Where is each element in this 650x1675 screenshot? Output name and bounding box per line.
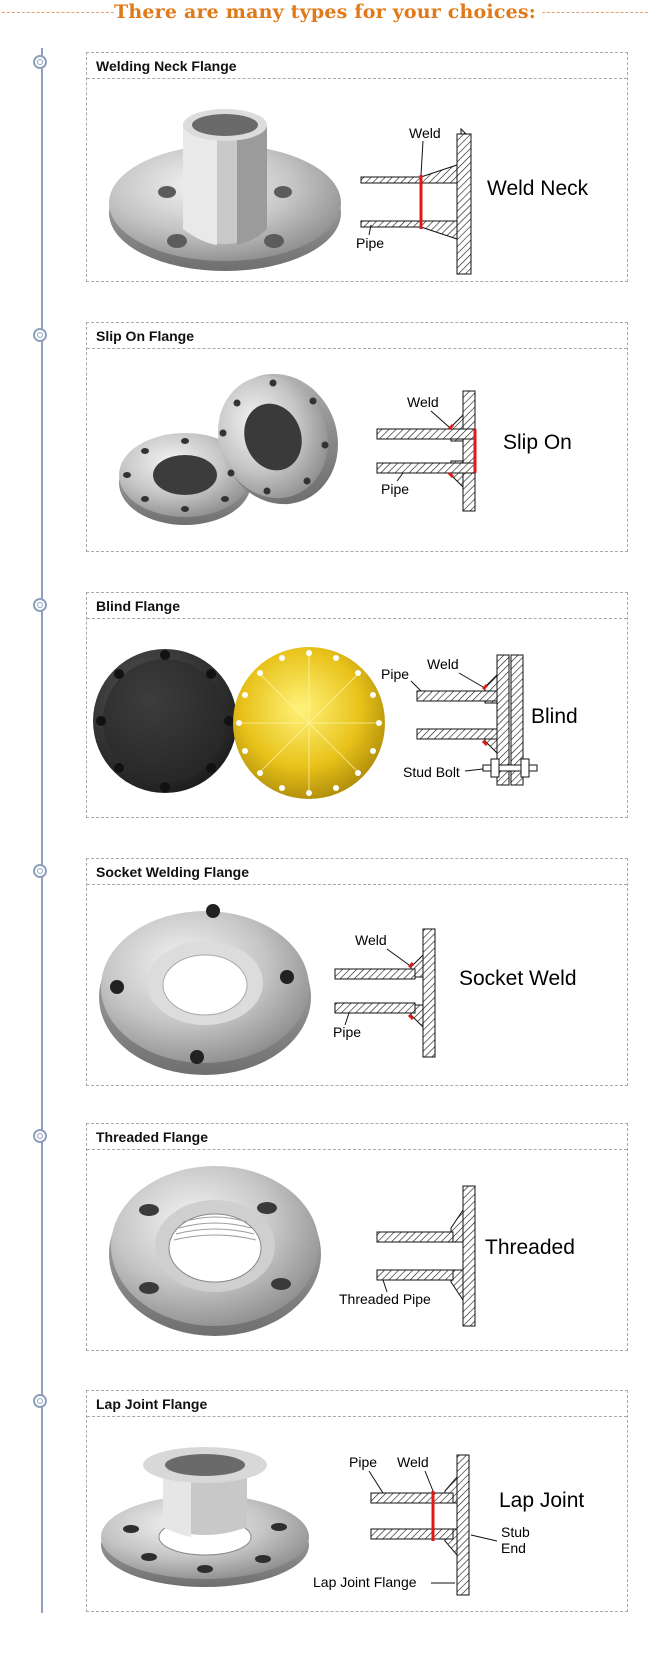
timeline-node [33, 328, 47, 342]
section-socket-welding [86, 858, 628, 1086]
banner-divider-right [542, 12, 648, 13]
weld-label: Weld [409, 125, 441, 141]
timeline-node [33, 1394, 47, 1408]
pipe-label: Pipe [381, 481, 410, 497]
section-lap-joint [86, 1390, 628, 1612]
section-title: Slip On Flange [87, 323, 627, 349]
type-name: Blind [531, 705, 578, 728]
pipe-label: Pipe [349, 1454, 378, 1470]
section-title: Welding Neck Flange [87, 53, 627, 79]
pipe-label: Pipe [381, 666, 410, 682]
socket-welding-diagram [87, 885, 627, 1085]
section-threaded [86, 1123, 628, 1351]
timeline-node [33, 598, 47, 612]
section-title: Lap Joint Flange [87, 1391, 627, 1417]
stub-label-line2: End [501, 1540, 526, 1556]
stub-label-line1: Stub [501, 1524, 530, 1540]
timeline-node [33, 55, 47, 69]
banner-title: There are many types for your choices: [113, 1, 537, 23]
type-name: Lap Joint [499, 1489, 585, 1512]
type-name: Socket Weld [459, 967, 577, 990]
timeline-node [33, 1129, 47, 1143]
threaded-diagram [87, 1150, 627, 1350]
stud-bolt-label: Stud Bolt [403, 764, 460, 780]
type-name: Threaded [485, 1236, 575, 1259]
pipe-label: Threaded Pipe [339, 1291, 431, 1307]
banner [0, 0, 650, 26]
blind-diagram [87, 619, 627, 817]
section-blind [86, 592, 628, 818]
weld-label: Weld [397, 1454, 429, 1470]
section-title: Threaded Flange [87, 1124, 627, 1150]
pipe-label: Pipe [333, 1024, 362, 1040]
timeline-node [33, 864, 47, 878]
weld-neck-diagram [87, 79, 627, 281]
section-title: Socket Welding Flange [87, 859, 627, 885]
section-slip-on [86, 322, 628, 552]
type-name: Weld Neck [487, 177, 589, 200]
timeline-line [41, 48, 43, 1613]
weld-label: Weld [407, 394, 439, 410]
pipe-label: Pipe [356, 235, 385, 251]
type-name: Slip On [503, 431, 572, 454]
weld-label: Weld [355, 932, 387, 948]
lap-joint-flange-label: Lap Joint Flange [313, 1574, 417, 1590]
section-title: Blind Flange [87, 593, 627, 619]
slip-on-diagram [87, 349, 627, 551]
section-welding-neck [86, 52, 628, 282]
lap-joint-diagram [87, 1417, 627, 1611]
weld-label: Weld [427, 656, 459, 672]
